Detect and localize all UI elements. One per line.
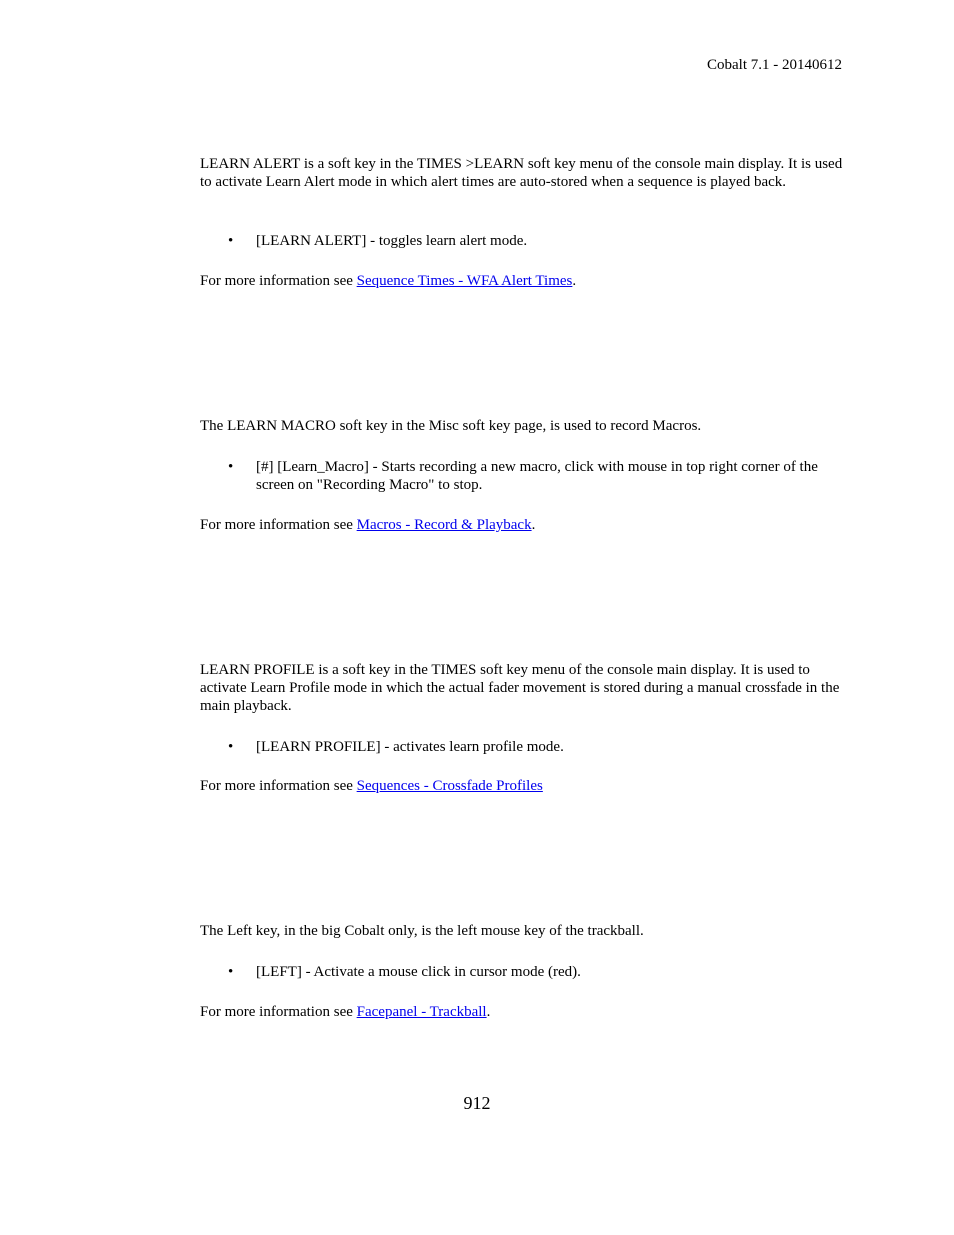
bullet-dot: •: [228, 964, 234, 980]
learn-macro-bullet-text: [#] [Learn_Macro] - Starts recording a new macro, click with mouse in top right corner of the screen on "Recording Macro" to stop.: [256, 459, 818, 493]
more-info-prefix: For more information see: [200, 517, 357, 533]
learn-macro-bullet: [200, 458, 845, 494]
learn-alert-more-info: [200, 272, 845, 290]
more-info-suffix: .: [572, 273, 577, 289]
bullet-dot: •: [228, 739, 234, 755]
more-info-prefix: For more information see: [200, 1004, 357, 1020]
page-number: 912: [463, 1093, 491, 1113]
learn-macro-description: The LEARN MACRO soft key in the Misc soft key page, is used to record Macros.: [200, 418, 702, 434]
sequences-crossfade-profiles-link[interactable]: Sequences - Crossfade Profiles: [356, 778, 543, 794]
document-header-version: Cobalt 7.1 - 20140612: [707, 57, 842, 73]
more-info-prefix: For more information see: [200, 778, 357, 794]
left-key-bullet-text: [LEFT] - Activate a mouse click in cursor mode (red).: [256, 964, 581, 980]
bullet-dot: •: [228, 459, 234, 475]
learn-profile-bullet-text: [LEARN PROFILE] - activates learn profile mode.: [256, 739, 564, 755]
macros-record-playback-link[interactable]: Macros - Record & Playback: [356, 517, 532, 533]
more-info-suffix: .: [486, 1004, 491, 1020]
more-info-suffix: .: [531, 517, 536, 533]
sequence-times-link[interactable]: Sequence Times - WFA Alert Times: [356, 273, 573, 289]
facepanel-trackball-link[interactable]: Facepanel - Trackball: [356, 1004, 487, 1020]
learn-alert-bullet: [200, 232, 845, 250]
more-info-prefix: For more information see: [200, 273, 357, 289]
left-key-description: The Left key, in the big Cobalt only, is the left mouse key of the trackball.: [200, 923, 644, 939]
left-key-more-info: [200, 1003, 845, 1021]
learn-profile-bullet: [200, 738, 845, 756]
learn-alert-description: LEARN ALERT is a soft key in the TIMES >LEARN soft key menu of the console main display. It is used to activate Learn Alert mode in which alert times are auto-stored when a sequence is played back.: [200, 156, 843, 190]
learn-profile-description: LEARN PROFILE is a soft key in the TIMES soft key menu of the console main display. It is used to activate Learn Profile mode in which the actual fader movement is stored during a manual crossfade in the main playback.: [200, 662, 840, 714]
learn-profile-more-info: [200, 777, 845, 795]
learn-macro-more-info: [200, 516, 845, 534]
learn-alert-bullet-text: [LEARN ALERT] - toggles learn alert mode.: [256, 233, 528, 249]
bullet-dot: •: [228, 233, 234, 249]
left-key-bullet: [200, 963, 845, 981]
